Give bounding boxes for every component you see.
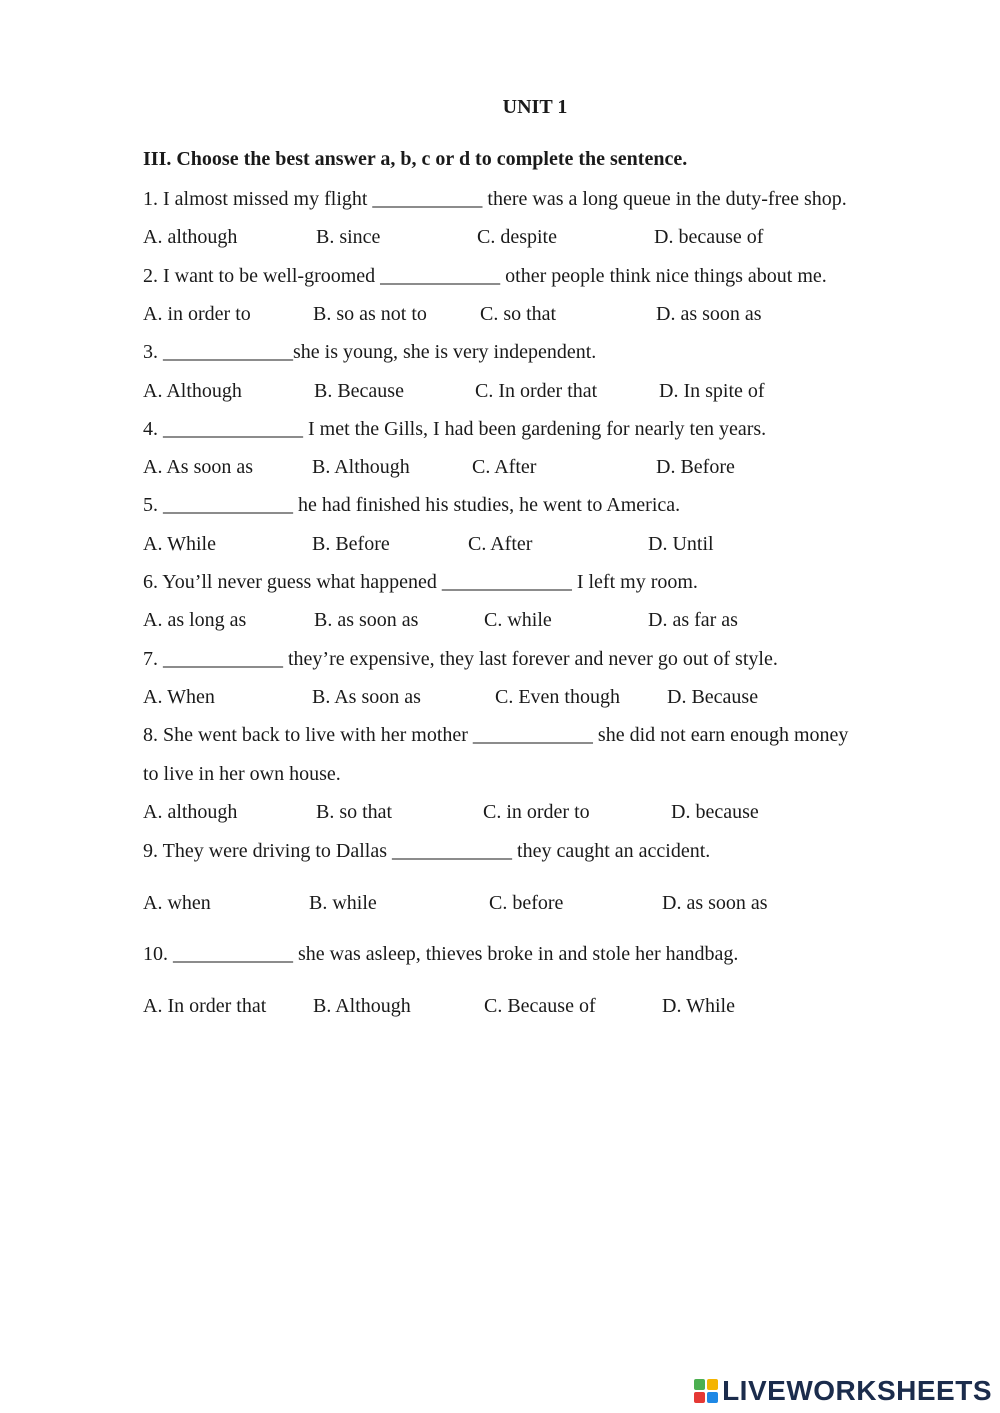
question-1-option-d[interactable]: D. because of — [654, 226, 764, 248]
question-8-option-c[interactable]: C. in order to — [483, 801, 590, 823]
page-title: UNIT 1 — [502, 96, 568, 118]
question-8-option-b[interactable]: B. so that — [316, 801, 393, 823]
question-8-text-line-2: to live in her own house. — [143, 763, 341, 785]
question-1-option-c[interactable]: C. despite — [477, 226, 557, 248]
question-3-option-c[interactable]: C. In order that — [475, 380, 598, 402]
question-7-option-a[interactable]: A. When — [143, 686, 215, 708]
question-3-option-a[interactable]: A. Although — [143, 380, 242, 402]
question-2-option-a[interactable]: A. in order to — [143, 303, 251, 325]
question-3-text: 3. _____________she is young, she is very independent. — [143, 341, 597, 363]
logo-square-blue — [707, 1392, 718, 1403]
question-10-option-a[interactable]: A. In order that — [143, 995, 267, 1017]
question-4-text: 4. ______________ I met the Gills, I had been gardening for nearly ten years. — [143, 418, 767, 440]
question-10-text: 10. ____________ she was asleep, thieves broke in and stole her handbag. — [143, 943, 739, 965]
question-10-option-b[interactable]: B. Although — [313, 995, 411, 1017]
logo-square-green — [694, 1379, 705, 1390]
question-1-option-b[interactable]: B. since — [316, 226, 381, 248]
question-9-option-d[interactable]: D. as soon as — [662, 892, 768, 914]
logo-text: LIVEWORKSHEETS — [722, 1375, 992, 1406]
instruction: III. Choose the best answer a, b, c or d to complete the sentence. — [143, 148, 688, 170]
question-5-option-d[interactable]: D. Until — [648, 533, 714, 555]
question-2-option-b[interactable]: B. so as not to — [313, 303, 427, 325]
question-6-text: 6. You’ll never guess what happened _____________ I left my room. — [143, 571, 698, 593]
question-4-option-a[interactable]: A. As soon as — [143, 456, 254, 478]
question-9-option-b[interactable]: B. while — [309, 892, 377, 914]
question-7-option-b[interactable]: B. As soon as — [312, 686, 421, 708]
question-7-option-d[interactable]: D. Because — [667, 686, 759, 708]
question-9-option-a[interactable]: A. when — [143, 892, 211, 914]
question-7-text: 7. ____________ they’re expensive, they last forever and never go out of style. — [143, 648, 778, 670]
question-4-option-c[interactable]: C. After — [472, 456, 537, 478]
question-2-text: 2. I want to be well-groomed ____________ other people think nice things about me. — [143, 265, 827, 287]
question-3-option-b[interactable]: B. Because — [314, 380, 404, 402]
question-4-option-b[interactable]: B. Although — [312, 456, 410, 478]
question-7-option-c[interactable]: C. Even though — [495, 686, 620, 708]
question-5-option-b[interactable]: B. Before — [312, 533, 390, 555]
liveworksheets-logo[interactable] — [694, 1375, 992, 1407]
question-4-option-d[interactable]: D. Before — [656, 456, 735, 478]
question-6-option-b[interactable]: B. as soon as — [314, 609, 419, 631]
question-9-option-c[interactable]: C. before — [489, 892, 564, 914]
question-1-option-a[interactable]: A. although — [143, 226, 238, 248]
question-6-option-d[interactable]: D. as far as — [648, 609, 738, 631]
question-2-option-d[interactable]: D. as soon as — [656, 303, 762, 325]
question-3-option-d[interactable]: D. In spite of — [659, 380, 765, 402]
question-6-option-c[interactable]: C. while — [484, 609, 552, 631]
question-8-option-d[interactable]: D. because — [671, 801, 759, 823]
question-2-option-c[interactable]: C. so that — [480, 303, 557, 325]
question-5-option-c[interactable]: C. After — [468, 533, 533, 555]
liveworksheets-logo-icon — [694, 1379, 718, 1403]
question-10-option-d[interactable]: D. While — [662, 995, 735, 1017]
logo-square-red — [694, 1392, 705, 1403]
logo-square-yellow — [707, 1379, 718, 1390]
question-10-option-c[interactable]: C. Because of — [484, 995, 596, 1017]
question-6-option-a[interactable]: A. as long as — [143, 609, 247, 631]
question-5-text: 5. _____________ he had finished his studies, he went to America. — [143, 494, 681, 516]
question-9-text: 9. They were driving to Dallas ____________ they caught an accident. — [143, 840, 711, 862]
question-8-option-a[interactable]: A. although — [143, 801, 238, 823]
question-5-option-a[interactable]: A. While — [143, 533, 216, 555]
question-1-text: 1. I almost missed my flight ___________ there was a long queue in the duty-free shop. — [143, 188, 847, 210]
question-8-text-line-1: 8. She went back to live with her mother ____________ she did not earn enough money — [143, 724, 849, 746]
